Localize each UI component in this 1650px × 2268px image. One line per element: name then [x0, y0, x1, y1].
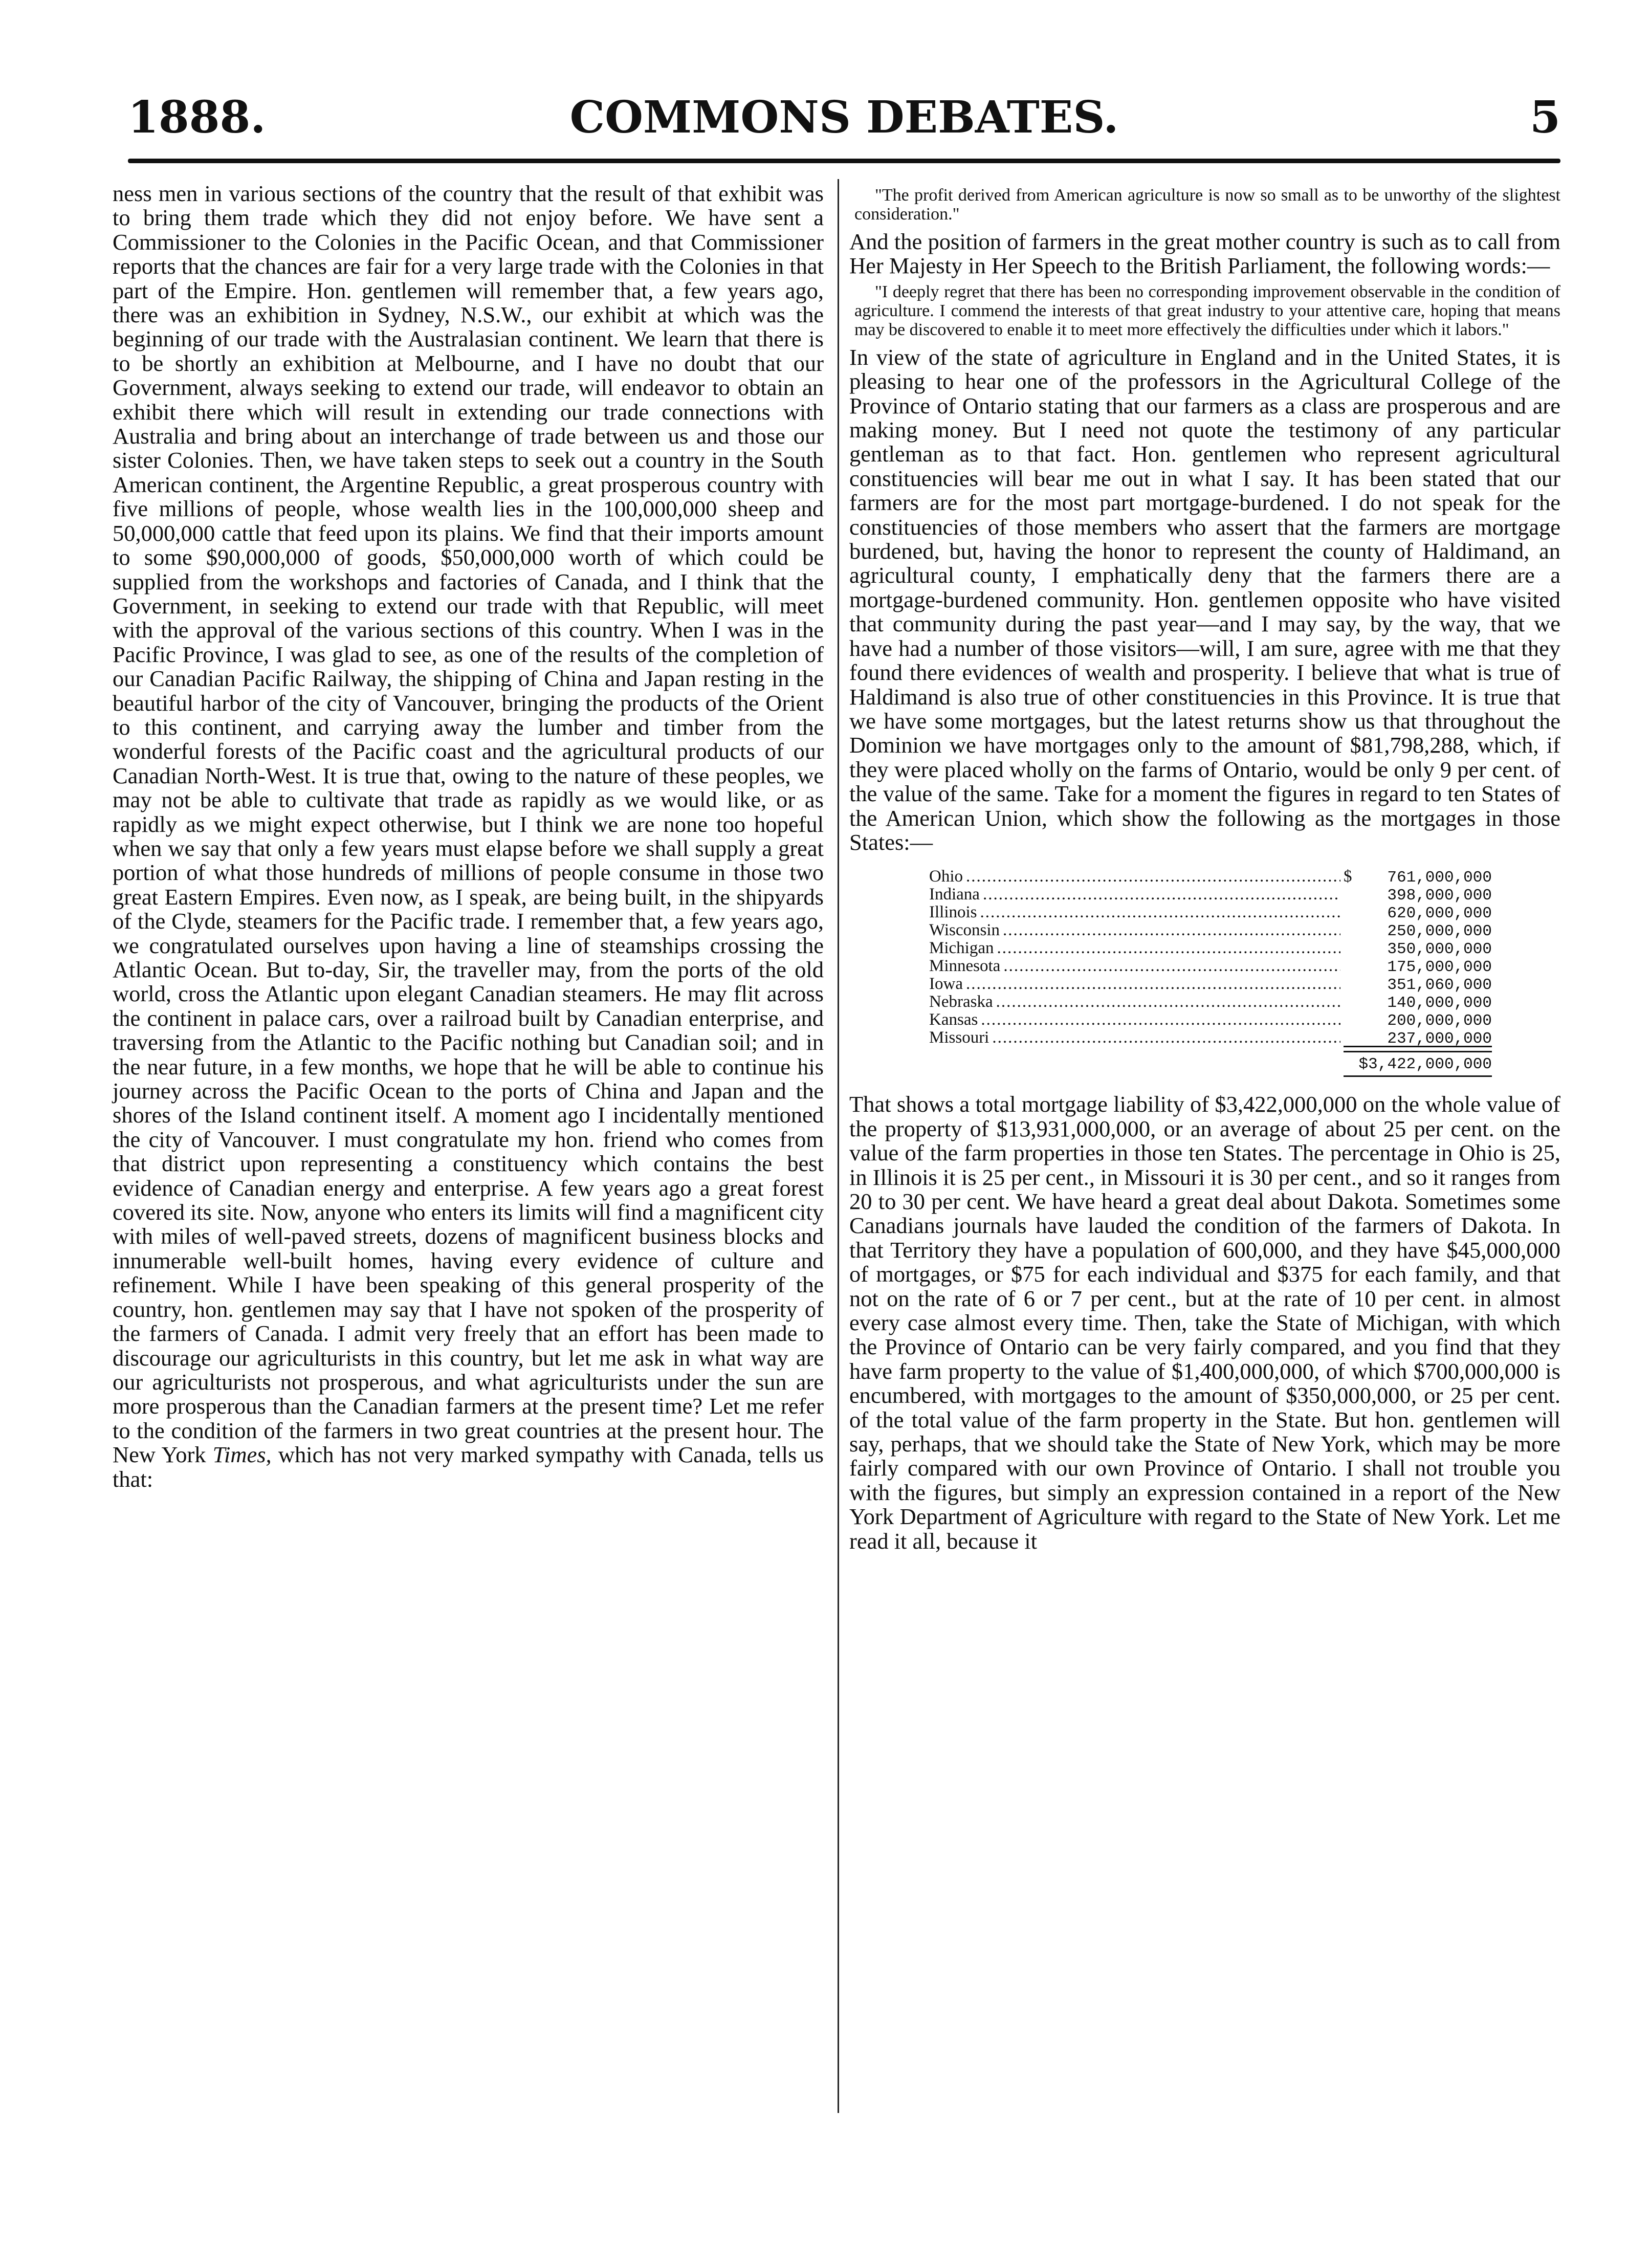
- column-divider: [838, 179, 839, 2113]
- state-name: Indiana: [929, 885, 980, 904]
- leader-dots: [1003, 957, 1340, 975]
- paragraph-mother-country: And the position of farmers in the great mother country is such as to call from Her Majesty in Her Speech to the British Parliament, the following words:—: [849, 229, 1560, 279]
- table-row: [929, 975, 1492, 993]
- newspaper-title: Times,: [212, 1442, 272, 1468]
- left-paragraph-text: ness men in various sections of the country that the result of that exhibit was to bring them trade which they did not enjoy before. We have sent a Commissioner to the Colonies in the Pacific Ocean, and that Commissioner reports that the chances are fair for a very large trade with the Colonies in that part of the Empire. Hon. gentlemen will remember that, a few years ago, there was an exhibition in Sydney, N.S.W., our exhibit at which was the beginning of our trade with the Australasian continent. We learn that there is to be shortly an exhibition at Melbourne, and I have no doubt that our Government, always seeking to extend our trade, will endeavor to obtain an exhibit there which will result in extending our trade connections with Australia and bring about an interchange of trade between us and those our sister Colonies. Then, we have taken steps to seek out a country in the South American continent, the Argentine Republic, a great prosperous country with five millions of people, whose wealth lies in the 100,000,000 sheep and 50,000,000 cattle that feed upon its plains. We find that their imports amount to some $90,000,000 of goods, $50,000,000 worth of which could be supplied from the workshops and factories of Canada, and I think that the Government, in seeking to extend our trade with that Republic, will meet with the approval of the various sections of this country. When I was in the Pacific Province, I was glad to see, as one of the results of the completion of our Canadian Pacific Railway, the shipping of China and Japan resting in the beautiful harbor of the city of Vancouver, bringing the products of the Orient to this continent, and carrying away the lumber and timber from the wonderful forests of the Pacific coast and the agricultural products of our Canadian North-West. It is true that, owing to the nature of these peoples, we may not be able to cultivate that trade as rapidly as we would like, or as rapidly as we might expect otherwise, but I think we are none too hopeful when we say that only a few years must elapse before we shall supply a great portion of what those hundreds of millions of people consume in those two great Eastern Empires. Even now, as I speak, are being built, in the shipyards of the Clyde, steamers for the Pacific trade. I remember that, a few years ago, we congratulated ourselves upon having a line of steamships crossing the Atlantic Ocean. But to-day, Sir, the traveller may, from the ports of the old world, cross the Atlantic upon elegant Canadian steamers. He may flit across the continent in palace cars, over a railroad built by Canadian enterprise, and traversing from the Atlantic to the Pacific nothing but Canadian soil; and in the near future, in a few months, we hope that he will be able to continue his journey across the Pacific Ocean to the ports of China and Japan and the shores of the Island continent itself. A moment ago I incidentally mentioned the city of Vancouver. I must congratulate my hon. friend who comes from that district upon representing a constituency which contains the best evidence of Canadian energy and enterprise. A few years ago a great forest covered its site. Now, anyone who enters its limits will find a magnificent city with miles of well-paved streets, dozens of magnificent business blocks and innumerable well-built homes, having every evidence of culture and refinement. While I have been speaking of this general prosperity of the country, hon. gentlemen may say that I have not spoken of the prosperity of the farmers of Canada. I admit very freely that an effort has been made to discourage our agriculturists in this country, but let me ask in what way are our agriculturists not prosperous, and what agriculturists under the sun are more prosperous than the Canadian farmers at the present time? Let me refer to the condition of the farmers in two great countries at the present hour. The New York: [113, 181, 824, 1468]
- table-row: [929, 921, 1492, 939]
- table-row: [929, 993, 1492, 1011]
- header-year: 1888.: [128, 92, 266, 143]
- mortgage-amount: 175,000,000: [1387, 958, 1492, 977]
- leader-dots: [997, 939, 1340, 957]
- state-name: Michigan: [929, 939, 994, 958]
- mortgage-amount: 350,000,000: [1387, 940, 1492, 959]
- mortgage-total-row: [929, 1051, 1492, 1077]
- left-column-paragraph: [113, 182, 824, 1491]
- table-row: [929, 886, 1492, 904]
- mortgage-amount: 140,000,000: [1387, 994, 1492, 1012]
- state-name: Ohio: [929, 867, 963, 886]
- mortgage-amount: 250,000,000: [1387, 922, 1492, 941]
- table-row: [929, 1029, 1492, 1047]
- left-column: [113, 182, 824, 1494]
- leader-dots: [981, 1011, 1340, 1029]
- state-name: Wisconsin: [929, 921, 1000, 940]
- state-name: Iowa: [929, 975, 963, 994]
- state-name: Nebraska: [929, 993, 993, 1011]
- mortgage-table: [849, 868, 1560, 1077]
- mortgage-amount: 398,000,000: [1387, 887, 1492, 905]
- left-paragraph-end: which has not very marked sympathy with Canada, tells us that:: [113, 1442, 824, 1492]
- leader-dots: [966, 975, 1340, 993]
- header-title: COMMONS DEBATES.: [569, 92, 1119, 143]
- table-row: [929, 868, 1492, 886]
- quote-new-york-times: "The profit derived from American agriculture is now so small as to be unworthy of the slightest consideration.": [854, 186, 1560, 224]
- paragraph-agriculture: In view of the state of agriculture in England and in the United States, it is pleasing to hear one of the professors in the Agricultural College of the Province of Ontario stating that our farmers as a class are prosperous and are making money. But I need not quote the testimony of any particular gentleman as to that fact. Hon. gentlemen who represent agricultural constituencies will bear me out in what I say. It has been stated that our farmers are for the most part mortgage-burdened. I do not speak for the constituencies of those members who assert that the farmers are mortgage burdened, but, having the honor to represent the county of Haldimand, an agricultural county, I emphatically deny that the farmers there are a mortgage-burdened community. Hon. gentlemen opposite who have visited that community during the past year—and I may say, by the way, that we have had a number of those visitors—will, I am sure, agree with me that they found there evidences of wealth and prosperity. I believe that what is true of Haldimand is also true of other constituencies in this Province. It is true that we have some mortgages, but the latest returns show us that throughout the Dominion we have mortgages only to the amount of $81,798,288, which, if they were placed wholly on the farms of Ontario, would be only 9 per cent. of the value of the same. Take for a moment the figures in regard to ten States of the American Union, which show the following as the mortgages in those States:—: [849, 344, 1560, 855]
- right-column: [849, 182, 1560, 1556]
- table-row: [929, 904, 1492, 921]
- quote-queens-speech: "I deeply regret that there has been no corresponding improvement observable in the condition of agriculture. I commend the interests of that great industry to your attentive care, hoping that means may be discovered to enable it to meet more effectively the difficulties under which it labors.": [854, 282, 1560, 339]
- page-header: [128, 90, 1560, 146]
- state-name: Missouri: [929, 1028, 989, 1047]
- table-row: [929, 957, 1492, 975]
- mortgage-amount: 351,060,000: [1387, 976, 1492, 995]
- paragraph-mortgage-liability: That shows a total mortgage liability of $3,422,000,000 on the whole value of the property of $13,931,000,000, or an average of about 25 per cent. on the value of the farm properties in those ten States. The percentage in Ohio is 25, in Illinois it is 25 per cent., in Missouri it is 30 per cent., and so it ranges from 20 to 30 per cent. We have heard a great deal about Dakota. Sometimes some Canadians journals have lauded the condition of the farmers of Dakota. In that Territory they have a population of 600,000, and they have $45,000,000 of mortgages, or $75 for each individual and $375 for each family, and that not on the rate of 6 or 7 per cent., but at the rate of 10 per cent. in almost every case almost every time. Then, take the State of Michigan, with which the Province of Ontario can be very fairly compared, and you find that they have farm property to the value of $1,400,000,000, of which $700,000,000 is encumbered, with mortgages to the amount of $350,000,000, or 25 per cent. of the total value of the farm property in the State. But hon. gentlemen will say, perhaps, that we should take the State of New York, which may be more fairly compared with our own Province of Ontario. I shall not trouble you with the figures, but simply an expression contained in a report of the New York Department of Agriculture with regard to the State of New York. Let me read it all, because it: [849, 1091, 1560, 1554]
- currency-symbol: $: [1344, 867, 1352, 886]
- state-name: Kansas: [929, 1010, 978, 1029]
- mortgage-amount: 620,000,000: [1387, 905, 1492, 923]
- mortgage-total: $3,422,000,000: [1344, 1051, 1492, 1077]
- table-row: [929, 939, 1492, 957]
- state-name: Illinois: [929, 903, 977, 922]
- mortgage-amount: 237,000,000: [1387, 1030, 1492, 1048]
- state-name: Minnesota: [929, 957, 1001, 976]
- leader-dots: [983, 886, 1340, 904]
- page-number: 5: [1530, 92, 1560, 143]
- leader-dots: [980, 904, 1340, 921]
- leader-dots: [1003, 921, 1340, 939]
- leader-dots: [966, 868, 1340, 886]
- leader-dots: [996, 993, 1340, 1011]
- header-rule: [128, 159, 1560, 163]
- table-row: [929, 1011, 1492, 1029]
- mortgage-amount: 761,000,000: [1387, 869, 1492, 887]
- mortgage-amount: 200,000,000: [1387, 1012, 1492, 1030]
- leader-dots: [992, 1029, 1340, 1047]
